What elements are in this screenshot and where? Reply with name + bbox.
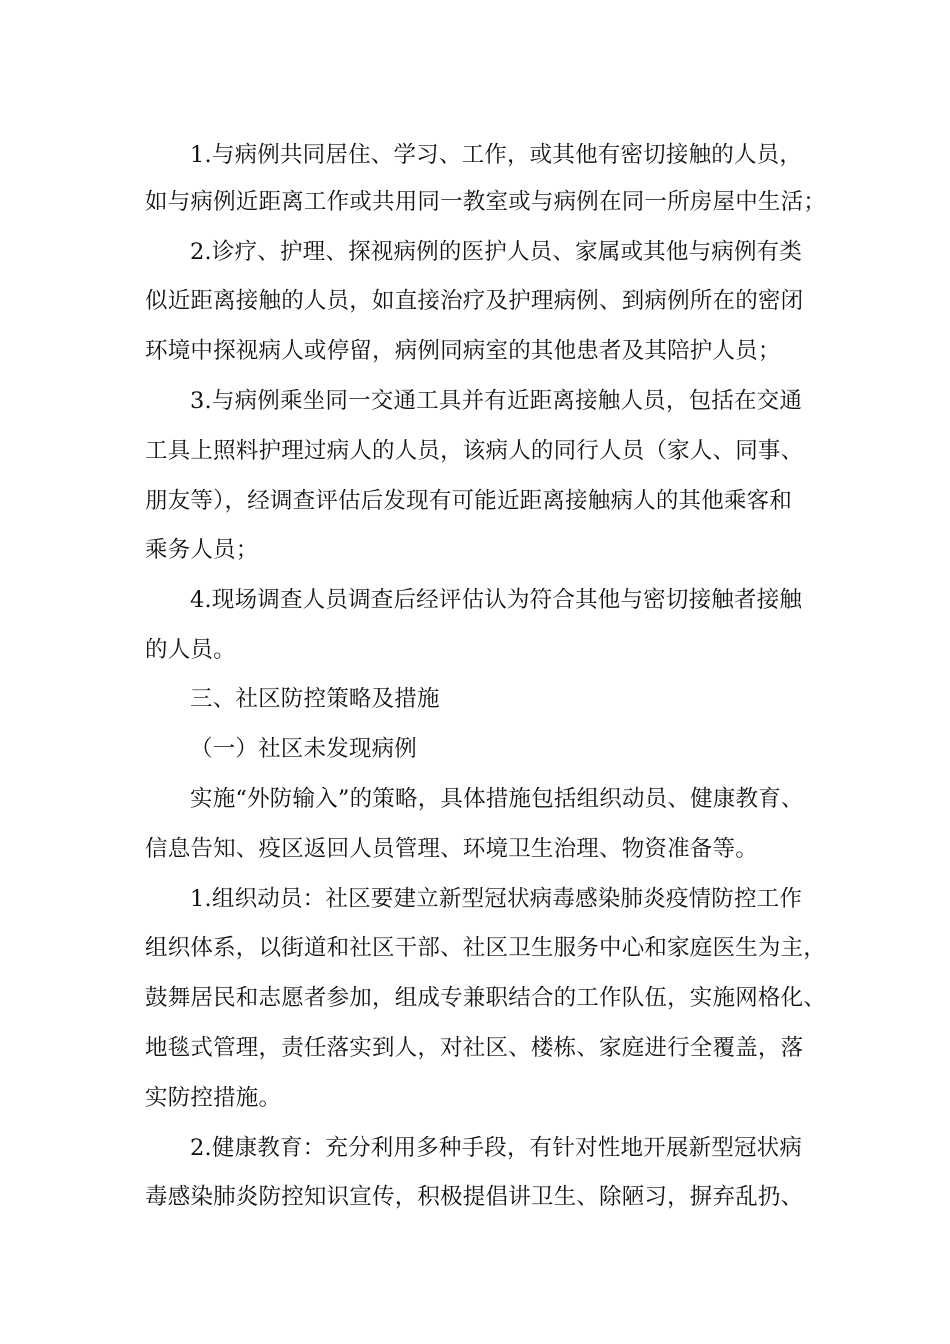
section-heading: 三、社区防控策略及措施 bbox=[190, 686, 440, 712]
text-line-8: 朋友等），经调查评估后发现有可能近距离接触病人的其他乘客和 bbox=[145, 488, 793, 514]
text-line-9: 乘务人员； bbox=[145, 537, 259, 563]
subsection-heading: （一）社区未发现病例 bbox=[190, 736, 418, 762]
text-line-17: 组织体系，以街道和社区干部、社区卫生服务中心和家庭医生为主， bbox=[145, 935, 827, 961]
text-line-7: 工具上照料护理过病人的人员，该病人的同行人员（家人、同事、 bbox=[145, 438, 804, 464]
text-line-21: 2.健康教育：充分利用多种手段，有针对性地开展新型冠状病 bbox=[190, 1135, 803, 1161]
text-line-4: 似近距离接触的人员，如直接治疗及护理病例、到病例所在的密闭 bbox=[145, 288, 804, 314]
text-line-3: 2.诊疗、护理、探视病例的医护人员、家属或其他与病例有类 bbox=[190, 239, 803, 265]
text-line-5: 环境中探视病人或停留，病例同病室的其他患者及其陪护人员； bbox=[145, 338, 781, 364]
text-line-22: 毒感染肺炎防控知识宣传，积极提倡讲卫生、除陋习，摒弃乱扔、 bbox=[145, 1184, 804, 1210]
text-line-15: 信息告知、疫区返回人员管理、环境卫生治理、物资准备等。 bbox=[145, 836, 758, 862]
text-line-2: 如与病例近距离工作或共用同一教室或与病例在同一所房屋中生活； bbox=[145, 189, 827, 215]
text-line-14: 实施“外防输入”的策略，具体措施包括组织动员、健康教育、 bbox=[190, 786, 804, 812]
text-line-18: 鼓舞居民和志愿者参加，组成专兼职结合的工作队伍，实施网格化、 bbox=[145, 985, 827, 1011]
text-line-20: 实防控措施。 bbox=[145, 1085, 282, 1111]
text-line-10: 4.现场调查人员调查后经评估认为符合其他与密切接触者接触 bbox=[190, 587, 803, 613]
text-line-11: 的人员。 bbox=[145, 637, 236, 663]
text-line-19: 地毯式管理，责任落实到人，对社区、楼栋、家庭进行全覆盖，落 bbox=[145, 1035, 804, 1061]
text-line-6: 3.与病例乘坐同一交通工具并有近距离接触人员，包括在交通 bbox=[190, 388, 803, 414]
text-line-16: 1.组织动员：社区要建立新型冠状病毒感染肺炎疫情防控工作 bbox=[190, 886, 803, 912]
text-line-1: 1.与病例共同居住、学习、工作，或其他有密切接触的人员， bbox=[190, 142, 803, 168]
